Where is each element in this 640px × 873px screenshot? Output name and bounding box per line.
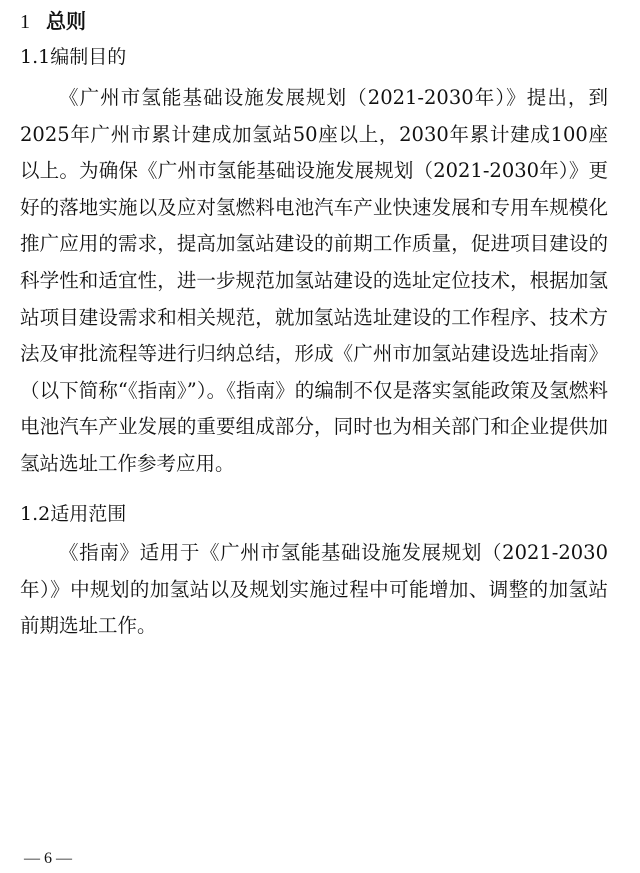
page-number: — 6 — bbox=[24, 850, 72, 867]
paragraph-purpose: 《广州市氢能基础设施发展规划（2021-2030年）》提出，到2025年广州市累计建成加氢站50座以上，2030年累计建成100座以上。为确保《广州市氢能基础设施发展规划（2021-2030年）》更好的落地实施以及应对氢燃料电池汽车产业快速发展和专用车规模化推广应用的需求，提高加氢站建设的前期工作质量，促进项目建设的科学性和适宜性，进一步规范加氢站建设的选址定位技术，根据加氢站项目建设需求和相关规范，就加氢站选址建设的工作程序、技术方法及审批流程等进行归纳总结，形成《广州市加氢站建设选址指南》（以下简称“《指南》”）。《指南》的编制不仅是落实氢能政策及氢燃料电池汽车产业发展的重要组成部分，同时也为相关部门和企业提供加氢站选址工作参考应用。 bbox=[20, 86, 608, 475]
subsection-heading-purpose: 1.1编制目的 bbox=[20, 46, 127, 68]
section-number: 1 bbox=[20, 11, 30, 33]
section-title: 总则 bbox=[46, 9, 86, 33]
section-heading bbox=[20, 8, 86, 35]
subsection-heading-scope: 1.2适用范围 bbox=[20, 503, 127, 525]
paragraph-scope: 《指南》适用于《广州市氢能基础设施发展规划（2021-2030年）》中规划的加氢站以及规划实施过程中可能增加、调整的加氢站前期选址工作。 bbox=[20, 541, 608, 638]
